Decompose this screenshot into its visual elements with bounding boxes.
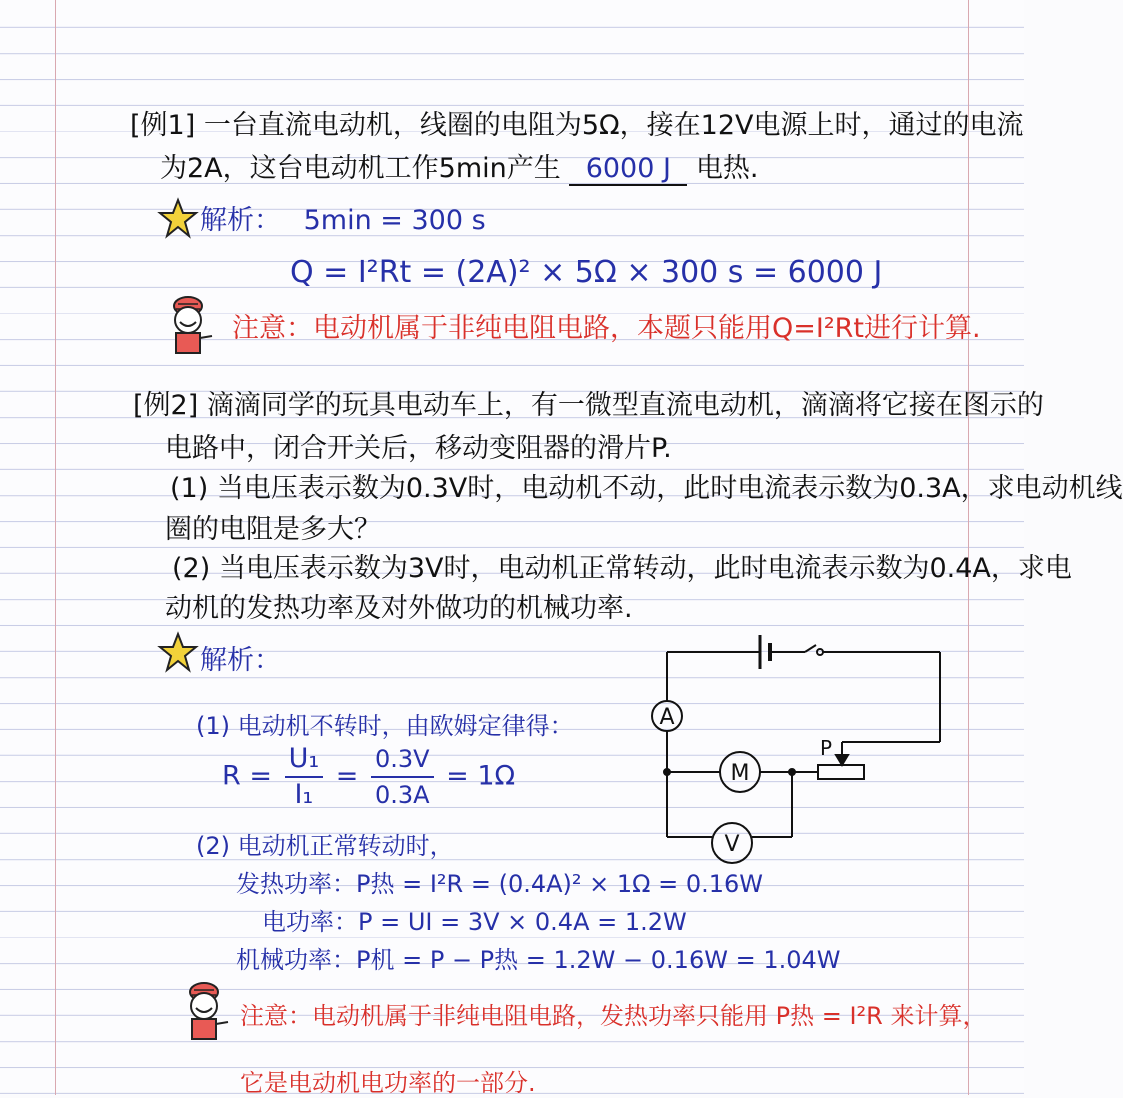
girl-avatar-icon — [160, 296, 220, 358]
girl-avatar-icon — [176, 982, 236, 1044]
solution1-heading: 解析： — [200, 205, 281, 236]
example1-line2-suffix: 电热. — [695, 153, 759, 184]
solution2-note-line2: 它是电动机电功率的一部分. — [240, 1069, 536, 1097]
voltmeter-label: V — [724, 832, 740, 857]
rheostat — [818, 765, 864, 779]
example2-q1-line1: (1) 当电压表示数为0.3V时，电动机不动，此时电流表示数为0.3A，求电动机线 — [170, 473, 1123, 504]
solution1-step2: Q = I²Rt = (2A)² × 5Ω × 300 s = 6000 J — [290, 255, 883, 290]
motor-label: M — [730, 761, 750, 786]
star-icon — [158, 632, 198, 672]
formula-lhs: R = — [222, 760, 272, 792]
example2-q1-line2: 圈的电阻是多大？ — [165, 514, 381, 545]
fraction-denominator: 0.3A — [374, 781, 430, 809]
solution2-mechanical-power: 机械功率：P机 = P − P热 = 1.2W − 0.16W = 1.04W — [236, 946, 841, 974]
fraction-u-over-i — [285, 742, 324, 812]
switch-contact — [817, 649, 823, 655]
solution2-electric-power: 电功率：P = UI = 3V × 0.4A = 1.2W — [262, 908, 687, 936]
solution1-line — [200, 198, 486, 237]
junction-dot — [664, 769, 670, 775]
solution2-note-line1: 注意：电动机属于非纯电阻电路，发热功率只能用 P热 = I²R 来计算， — [240, 1002, 987, 1030]
circuit-diagram — [650, 615, 970, 875]
example1-line2 — [160, 146, 759, 186]
formula-equals: = — [335, 760, 359, 792]
example2-q2-line2: 动机的发热功率及对外做功的机械功率. — [165, 593, 633, 624]
solution2-heat-power: 发热功率：P热 = I²R = (0.4A)² × 1Ω = 0.16W — [236, 870, 764, 898]
switch-lever — [805, 645, 816, 652]
solution1-note: 注意：电动机属于非纯电阻电路，本题只能用Q=I²Rt进行计算. — [232, 313, 981, 344]
solution2-part1-formula — [222, 742, 515, 812]
solution2-heading: 解析： — [200, 645, 281, 676]
fraction-denominator: I₁ — [294, 779, 314, 810]
example1-answer-blank: 6000 J — [569, 153, 687, 186]
left-margin-line — [55, 0, 56, 1095]
solution1-step1: 5min = 300 s — [303, 205, 486, 236]
example1-line1: [例1] 一台直流电动机，线圈的电阻为5Ω，接在12V电源上时，通过的电流 — [130, 110, 1024, 141]
fraction-numerator: 0.3V — [371, 742, 434, 778]
fraction-numerator: U₁ — [285, 742, 324, 778]
solution2-part1-title: (1) 电动机不转时，由欧姆定律得： — [196, 712, 574, 740]
example2-line1: [例2] 滴滴同学的玩具电动车上，有一微型直流电动机，滴滴将它接在图示的 — [133, 390, 1044, 421]
example2-line2: 电路中，闭合开关后，移动变阻器的滑片P. — [165, 433, 672, 464]
slider-arrow-head — [836, 755, 848, 765]
formula-result: = 1Ω — [446, 760, 516, 792]
fraction-values — [371, 742, 434, 812]
ammeter-label: A — [659, 705, 675, 730]
slider-label: P — [819, 736, 833, 760]
example1-line2-prefix: 为2A，这台电动机工作5min产生 — [160, 153, 561, 184]
star-icon — [158, 198, 198, 238]
solution2-part2-title: (2) 电动机正常转动时， — [196, 832, 454, 860]
example2-q2-line1: (2) 当电压表示数为3V时，电动机正常转动，此时电流表示数为0.4A，求电 — [172, 553, 1072, 584]
